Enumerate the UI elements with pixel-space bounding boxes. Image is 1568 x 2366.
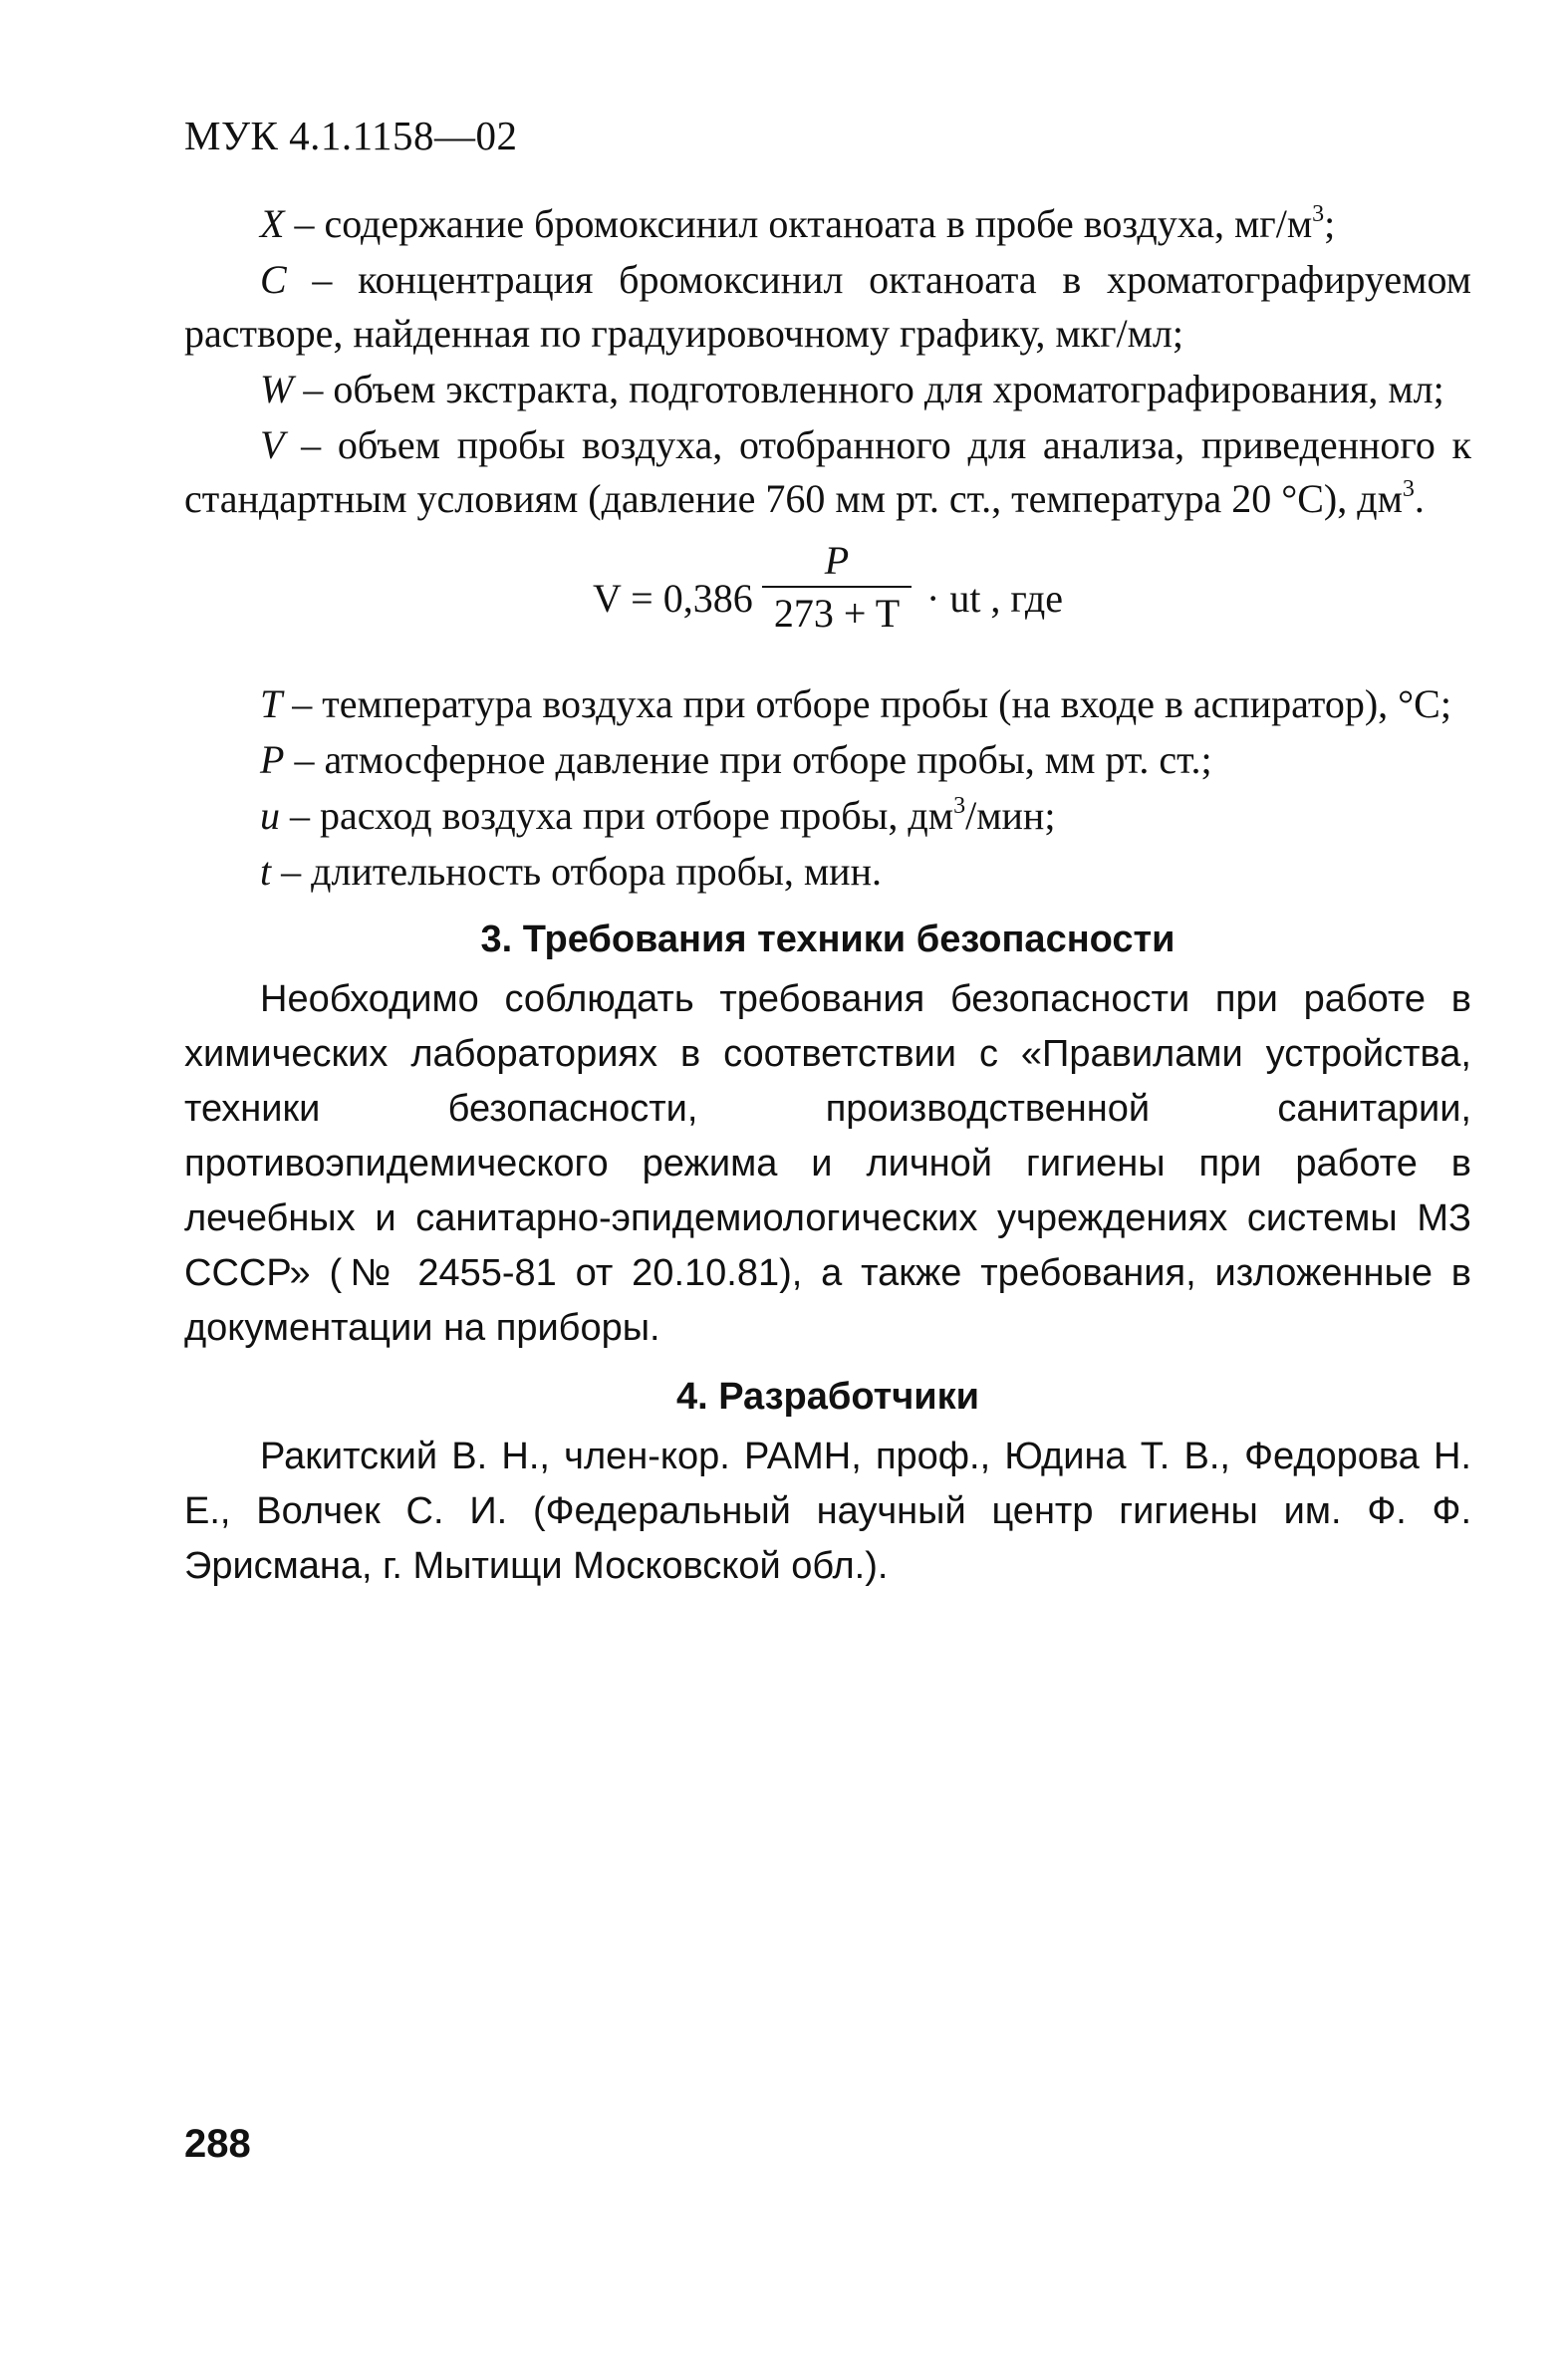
formula-rhs: · ut , где — [926, 576, 1063, 621]
superscript: 3 — [1312, 201, 1325, 227]
definition-text: – объем пробы воздуха, отобранного для анализа, приведенного к стандартным условиям (давление 760 мм рт. ст., температура 20 °С), дм — [184, 422, 1471, 521]
formula-fraction — [762, 536, 912, 640]
symbol: t — [260, 849, 272, 894]
definition-tail: ; — [1324, 201, 1336, 246]
section-4-title: 4. Разработчики — [675, 1376, 980, 1418]
symbol: u — [260, 793, 280, 838]
section-3-body: Необходимо соблюдать требования безопасности при работе в химических лабораториях в соответствии с «Правилами устройства, техники безопасности, производственной санитарии, противоэпидемического режима и личной гигиены при работе в лечебных и санитарно-эпидемиологических учреждениях системы МЗ СССР» (№ 2455-81 от 20.10.81), а также требования, изложенные в документации на приборы. — [184, 978, 1471, 1349]
symbol: C — [260, 257, 287, 302]
definition-v — [184, 418, 1471, 526]
variable-t-temp — [184, 677, 1471, 731]
volume-formula — [184, 536, 1471, 663]
symbol: X — [260, 201, 285, 246]
symbol: T — [260, 681, 283, 726]
definition-tail: . — [1414, 476, 1425, 521]
page-number: 288 — [184, 2122, 251, 2166]
variable-p — [184, 733, 1471, 787]
symbol: V — [260, 422, 285, 467]
page-content — [184, 197, 1471, 1594]
variable-u — [184, 789, 1471, 843]
definition-text: – содержание бромоксинил октаноата в пробе воздуха, мг/м — [284, 201, 1313, 246]
symbol: W — [260, 367, 294, 411]
section-3-title: 3. Требования техники безопасности — [480, 919, 1176, 960]
definition-text: – концентрация бромоксинил октаноата в хроматографируемом растворе, найденная по градуировочному графику, мкг/мл; — [184, 257, 1471, 356]
variable-tail: /мин; — [965, 793, 1056, 838]
formula-denominator: 273 + T — [773, 591, 901, 636]
superscript: 3 — [953, 793, 966, 819]
variable-t-time — [184, 845, 1471, 899]
document-code-header: МУК 4.1.1158—02 — [184, 113, 518, 158]
formula-lhs: V = 0,386 — [593, 576, 753, 621]
definition-text: – объем экстракта, подготовленного для хроматографирования, мл; — [293, 367, 1444, 411]
variable-text: – атмосферное давление при отборе пробы, мм рт. ст.; — [284, 737, 1212, 782]
formula-numerator: P — [824, 538, 850, 583]
superscript: 3 — [1402, 476, 1415, 502]
definition-x — [184, 197, 1471, 251]
definition-c — [184, 253, 1471, 361]
definition-w — [184, 363, 1471, 416]
variable-text: – температура воздуха при отборе пробы (на входе в аспиратор), °С; — [282, 681, 1451, 726]
variable-text: – расход воздуха при отборе пробы, дм — [280, 793, 954, 838]
symbol: P — [260, 737, 285, 782]
variable-text: – длительность отбора пробы, мин. — [271, 849, 882, 894]
section-4-body: Ракитский В. Н., член-кор. РАМН, проф., Юдина Т. В., Федорова Н. Е., Волчек С. И. (Федеральный научный центр гигиены им. Ф. Ф. Эрисмана, г. Мытищи Московской обл.). — [184, 1436, 1471, 1587]
